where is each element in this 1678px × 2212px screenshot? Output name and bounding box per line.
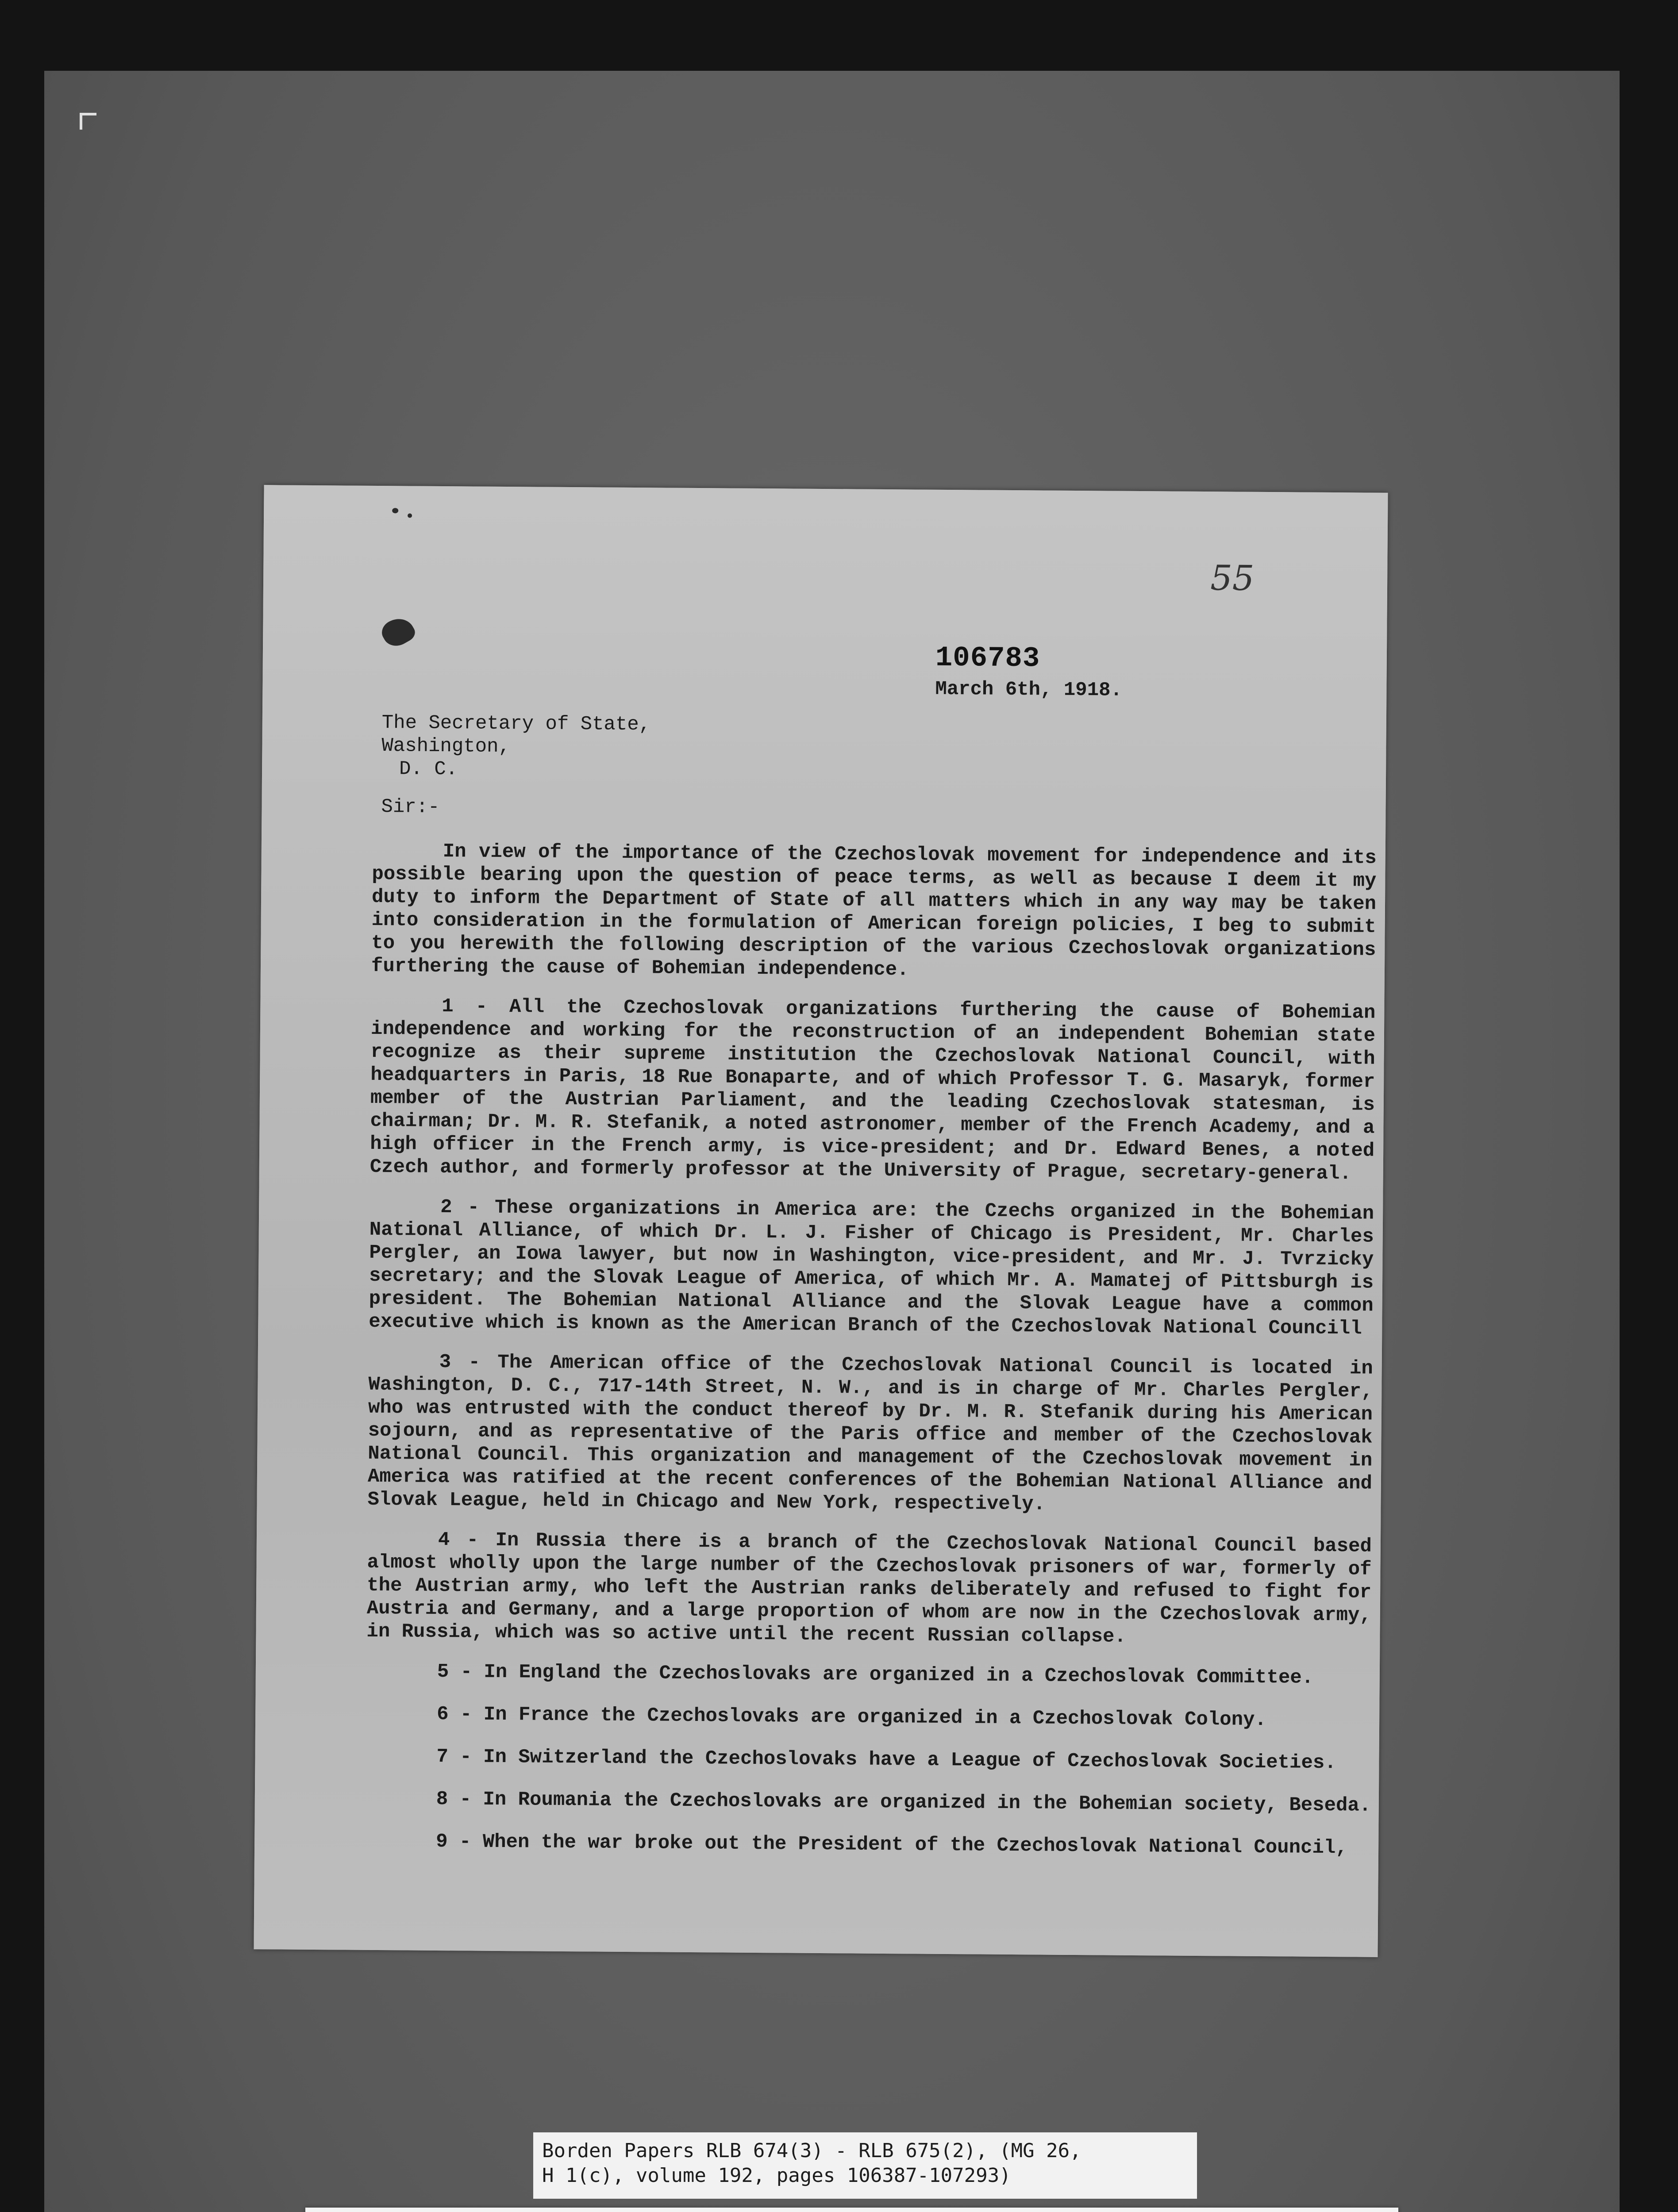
paragraph-1: 1 - All the Czechoslovak organizations furthering the cause of Bohemian independence and working for the reconstruction of an independent Bohemian state recognize as their supreme institution the Czechoslovak National Council, with headquarters in Paris, 18 Rue Bonaparte, and of which Professor T. G. Masaryk, former member of the Austrian Parliament, and the leading Czechoslovak statesman, is chairman; Dr. M. R. Stefanik, a noted astronomer, member of the French Academy, and a high officer in the French army, is vice-president; and Dr. Edward Benes, a noted Czech author, and formerly professor at the University of Prague, secretary-general. [369,995,1376,1185]
ink-speck [392,508,398,513]
letter-date: March 6th, 1918. [935,678,1123,702]
letter-body [365,840,1377,1879]
paragraph-4: 4 - In Russia there is a branch of the Czechoslovak National Council based almost wholly upon the large number of the Czechoslovak prisoners of war, formerly of the Austrian army, who left the Austrian ranks deliberately and refused to fight for Austria and Germany, and a large proportion of whom are now in the Czechoslovak army, in Russia, which was so active until the recent Russian collapse. [366,1528,1372,1648]
recipient-address [381,711,650,782]
item-6: 6 - In France the Czechoslovaks are organized in a Czechoslovak Colony. [437,1703,1267,1732]
citation-line-1: Borden Papers RLB 674(3) - RLB 675(2), (MG 26, [542,2139,1081,2162]
citation-line-2: H 1(c), volume 192, pages 106387-107293) [542,2164,1011,2187]
paragraph-intro: In view of the importance of the Czechoslovak movement for independence and its possible bearing upon the question of peace terms, as well as because I deem it my duty to inform the Department of State of all matters which in any way may be taken into consideration in the formulation of American foreign policies, I beg to submit to you herewith the following description of the various Czechoslovak organizations furthering the cause of Bohemian independence. [371,841,1377,981]
item-9: 9 - When the war broke out the President of the Czechoslovak National Council, [436,1830,1347,1859]
document-number: 106783 [935,642,1040,675]
ink-smudge [378,613,418,651]
public-archives-card [305,2208,1398,2212]
item-7: 7 - In Switzerland the Czechoslovaks have a League of Czechoslovak Societies. [436,1745,1336,1774]
address-line: The Secretary of State, [381,712,651,736]
ink-speck [408,513,412,518]
salutation: Sir:- [381,796,440,818]
item-8: 8 - In Roumania the Czechoslovaks are organized in the Bohemian society, Beseda. [436,1788,1371,1817]
item-5: 5 - In England the Czechoslovaks are organized in a Czechoslovak Committee. [437,1660,1314,1689]
address-line: Washington, [381,735,511,758]
address-line: D. C. [399,758,458,781]
pencil-page-mark: 55 [1210,558,1255,599]
corner-crop-mark [80,113,96,130]
archive-citation-label [533,2132,1197,2199]
paragraph-3: 3 - The American office of the Czechoslovak National Council is located in Washington, D. C., 717-14th Street, N. W., and is in charge of Mr. Charles Pergler, who was entrusted with the conduct thereof by Dr. M. R. Stefanik during his American sojourn, and as representative of the Paris office and member of the Czechoslovak National Council. This organization and management of the Czechoslovak movement in America was ratified at the recent conferences of the Bohemian National Alliance and Slovak League, held in Chicago and New York, respectively. [367,1351,1373,1516]
paragraph-2: 2 - These organizations in America are: the Czechs organized in the Bohemian National Alliance, of which Dr. L. J. Fisher of Chicago is President, Mr. Charles Pergler, an Iowa lawyer, but now in Washington, vice-president, and Mr. J. Tvrzicky secretary; and the Slovak League of America, of which Mr. A. Mamatej of Pittsburgh is president. The Bohemian National Alliance and the Slovak League have a common executive which is known as the American Branch of the Czechoslovak National Councill [369,1196,1374,1340]
letter-page [254,485,1388,1957]
